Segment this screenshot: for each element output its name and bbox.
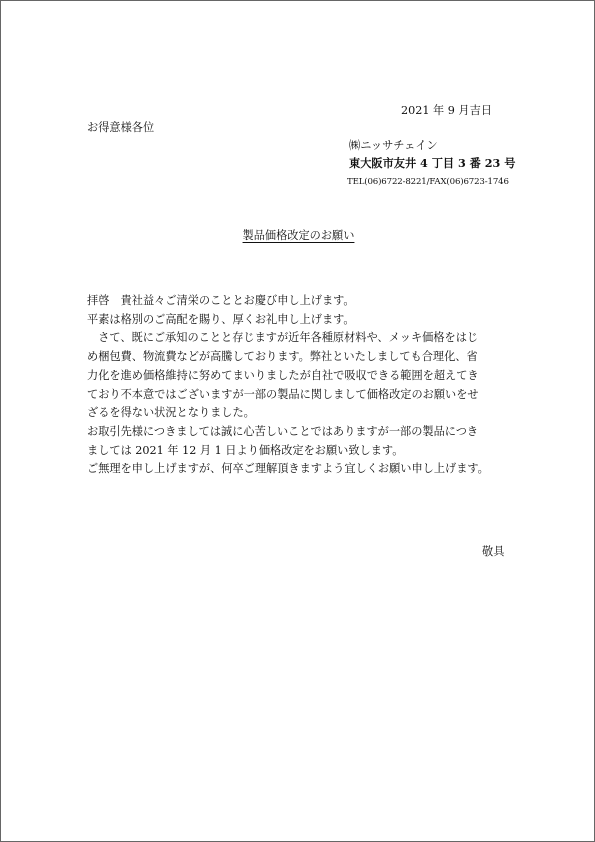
sender-tel-fax: TEL(06)6722-8221/FAX(06)6723-1746 [347, 177, 509, 187]
body-line: 力化を進め価格維持に努めてまいりましたが自社で吸収できる範囲を超えてき [87, 368, 479, 382]
closing-word: 敬具 [482, 545, 505, 558]
body-line: 拝啓 貴社益々ご清栄のこととお慶び申し上げます。 [87, 294, 355, 307]
body-line: め梱包費、物流費などが高騰しております。弊社といたしましても合理化、省 [87, 350, 478, 364]
body-line: さて、既にご承知のことと存じますが近年各種原材料や、メッキ価格をはじ [87, 331, 479, 345]
letter-body [87, 292, 517, 479]
body-line: 平素は格別のご高配を賜り、厚くお礼申し上げます。 [87, 312, 355, 326]
addressee: お得意様各位 [87, 121, 155, 134]
body-line: ご無理を申し上げますが、何卒ご理解頂きますよう宜しくお願い申し上げます。 [87, 462, 489, 476]
body-line: ており不本意ではございますが一部の製品に関しまして価格改定のお願いをせ [87, 387, 479, 401]
sender-address: 東大阪市友井 4 丁目 3 番 23 号 [349, 156, 516, 170]
letter-title-text: 製品価格改定のお願い [242, 229, 355, 242]
letter-date: 2021 年 9 月吉日 [400, 104, 492, 117]
sender-company: ㈱ニッサチェイン [349, 139, 438, 152]
body-line: お取引先様につきましては誠に心苦しいことではありますが一部の製品につき [87, 424, 479, 438]
letter-title [1, 230, 595, 241]
body-line: ましては 2021 年 12 月 1 日より価格改定をお願い致します。 [87, 443, 404, 457]
body-line: ざるを得ない状況となりました。 [87, 406, 255, 420]
